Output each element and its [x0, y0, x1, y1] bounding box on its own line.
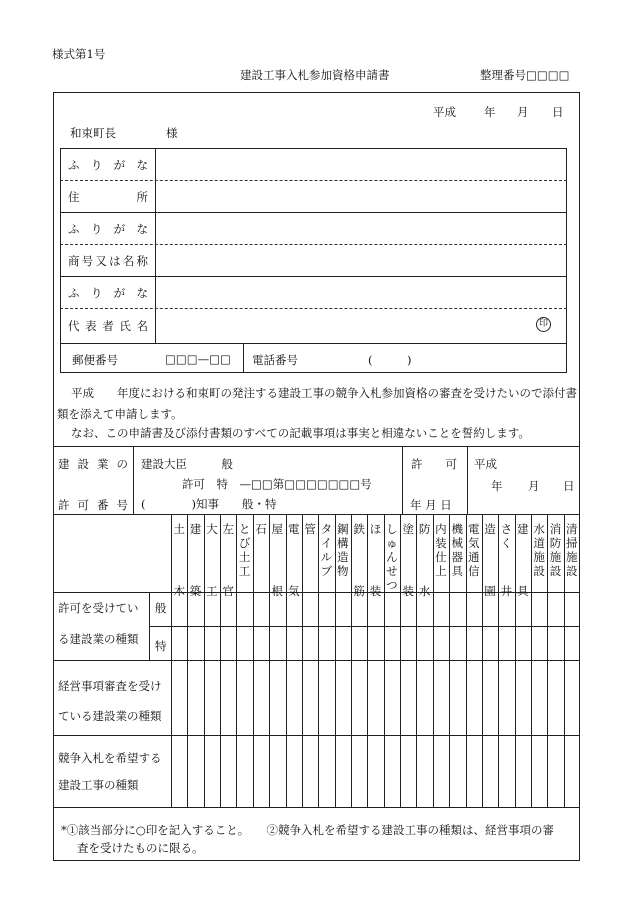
- industry-column-header: さ く 井: [500, 522, 513, 598]
- row-examined-b: ている建設業の種類: [58, 709, 162, 723]
- permit-date-label: 年 月 日: [410, 498, 452, 512]
- permit-date-day: 日: [563, 479, 575, 493]
- industry-column-header: 建 具: [516, 522, 529, 598]
- note-line-2: 査を受けたものに限る。: [77, 841, 204, 855]
- industry-column-header: 管: [304, 522, 316, 536]
- row-permitted-a: 許可を受けてい: [58, 601, 139, 615]
- row-desired-a: 競争入札を希望する: [58, 751, 162, 765]
- addressee: 和束町長: [70, 126, 116, 140]
- furigana-label-1: ふ り が な: [68, 158, 148, 172]
- date-day: 日: [552, 105, 564, 119]
- industry-column-header: 屋 根: [271, 522, 284, 598]
- industry-column-header: 清 掃 施 設: [566, 522, 578, 578]
- industry-column-header: 水 道 施 設: [533, 522, 545, 578]
- industry-column-header: 電 気 通 信: [467, 522, 480, 578]
- industry-column-header: 左 官: [222, 522, 235, 598]
- industry-column-header: 土 木: [173, 522, 185, 598]
- row-general-label: 般: [155, 601, 167, 615]
- furigana-label-3: ふ り が な: [68, 286, 148, 300]
- industry-column-header: 塗 装: [402, 522, 414, 598]
- industry-column-header: 建 築: [189, 522, 202, 598]
- oath-paragraph: なお、この申請書及び添付書類のすべての記載事項は事実と相違ないことを誓約します。: [71, 426, 530, 440]
- industry-column-header: 鉄 筋: [353, 522, 365, 598]
- postal-label: 郵便番号: [72, 353, 118, 367]
- industry-column-header: 機 械 器 具: [451, 522, 464, 578]
- industry-column-header: 造 園: [484, 522, 496, 598]
- row-desired-b: 建設工事の種類: [58, 778, 139, 792]
- permit-date-era: 平成: [474, 457, 497, 471]
- document-title: 建設工事入札参加資格申請書: [240, 68, 390, 82]
- date-month: 月: [517, 105, 529, 119]
- industry-column-header: 内 装 仕 上: [435, 522, 447, 578]
- permit-date-month: 月: [528, 479, 540, 493]
- permit-line-1: 建設大臣 般: [141, 457, 233, 471]
- trade-name-label: 商 号 又 は 名 称: [68, 254, 148, 268]
- industry-column-header: 電 気: [287, 522, 300, 598]
- industry-column-header: ほ 装: [369, 522, 382, 598]
- phone-parens: ( ): [368, 353, 412, 367]
- permit-line-2: 許可 特 —□□第□□□□□□□号: [182, 477, 372, 491]
- permit-line-3: ( )知事 般・特: [141, 497, 277, 511]
- industry-column-header: し ゅ ん せ つ: [386, 522, 398, 592]
- form-number: 様式第1号: [52, 47, 106, 61]
- address-label: 住 所: [68, 190, 148, 204]
- industry-column-header: 石: [255, 522, 267, 536]
- addressee-honorific: 様: [166, 126, 178, 140]
- industry-column-header: タ イ ル ブ: [320, 522, 333, 578]
- postal-boxes: □□□—□□: [165, 352, 231, 366]
- representative-label: 代 表 者 氏 名: [68, 319, 148, 333]
- reference-number: 整理番号□□□□: [480, 68, 570, 82]
- phone-label: 電話番号: [252, 353, 298, 367]
- industry-column-header: 消 防 施 設: [549, 522, 562, 578]
- date-era: 平成: [433, 105, 456, 119]
- note-line-1: *①該当部分に○印を記入すること。 ②競争入札を希望する建設工事の種類は、経営事項の審: [61, 823, 555, 837]
- row-special-label: 特: [155, 639, 167, 653]
- permit-kyoka-label: 許 可: [411, 457, 457, 471]
- declaration-paragraph: 平成 年度における和束町の発注する建設工事の競争入札参加資格の審査を受けたいので添付書類を添えて申請します。: [57, 386, 577, 421]
- date-year: 年: [484, 105, 496, 119]
- applicant-divider: [155, 148, 156, 343]
- permit-label-2: 許 可 番 号: [58, 498, 128, 512]
- furigana-label-2: ふ り が な: [68, 222, 148, 236]
- permit-date-year: 年: [491, 479, 503, 493]
- permit-label-1: 建 設 業 の: [58, 457, 128, 471]
- industry-column-header: と び 土 工: [238, 522, 251, 578]
- industry-column-header: 防 水: [418, 522, 431, 598]
- row-permitted-b: る建設業の種類: [58, 632, 139, 646]
- industry-column-header: 大 工: [206, 522, 218, 598]
- seal-mark: 印: [536, 317, 551, 332]
- row-examined-a: 経営事項審査を受け: [58, 679, 162, 693]
- industry-column-header: 鋼 構 造 物: [337, 522, 349, 578]
